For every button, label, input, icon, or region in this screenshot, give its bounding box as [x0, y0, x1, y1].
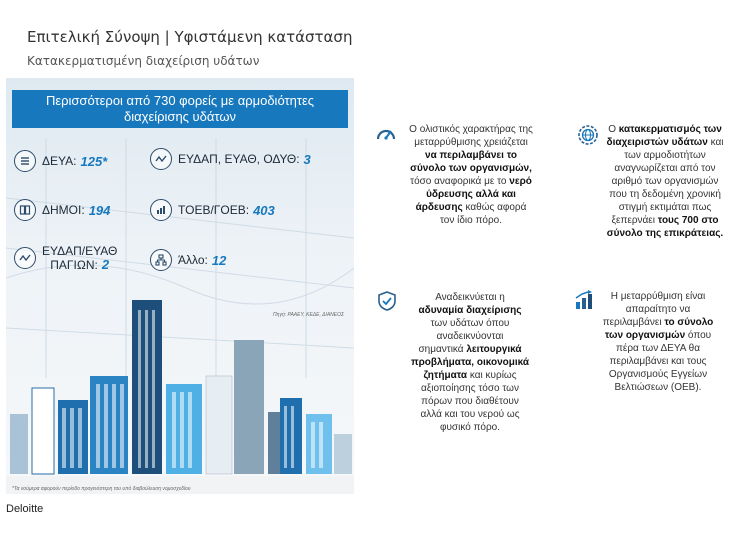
stat-deya	[14, 150, 107, 172]
card-text: και	[707, 137, 724, 148]
stat-label	[42, 244, 117, 272]
stat-dimoi	[14, 199, 110, 221]
card-text: των αρμοδιοτήτων	[624, 150, 706, 161]
card-text: που τη δεδομένη χρονική	[609, 189, 721, 200]
shield-check-icon	[376, 290, 398, 312]
card-text: περιλαμβάνει	[602, 317, 665, 328]
card-text-bold: ζητήματα	[423, 370, 468, 381]
stat-value: 12	[211, 252, 227, 268]
card-text-bold: ύδρευσης αλλά και	[426, 189, 516, 200]
card-text-bold: σύνολο της επικράτειας.	[606, 228, 724, 239]
brand-logo-text: Deloitte	[6, 503, 44, 515]
stat-label-line-1: ΕΥΔΑΠ/ΕΥΑΘ	[42, 244, 118, 258]
card-text: Ο ολιστικός χαρακτήρας της	[409, 124, 533, 135]
stat-value: 403	[253, 202, 275, 218]
card-text: Οργανισμούς Εγγείων	[608, 369, 708, 380]
card-text-bold: προβλήματα, οικονομικά	[410, 357, 530, 368]
card-text: Η μεταρρύθμιση είναι	[610, 291, 706, 302]
card-text: πέρα των ΔΕΥΑ θα	[616, 343, 700, 354]
card-reform-scope	[593, 290, 723, 394]
card-text: τόσο αναφορικά με το	[410, 176, 510, 187]
stat-label: ΤΟΕΒ/ΓΟΕΒ:	[178, 203, 250, 217]
network-icon	[150, 249, 172, 271]
card-text: Ο	[608, 124, 619, 135]
card-text: αριθμό των οργανισμών	[611, 176, 719, 187]
waveform-icon	[150, 148, 172, 170]
banner-line-1: Περισσότεροι από 730 φορείς με αρμοδιότητες	[45, 93, 315, 108]
footnote: *Τα νούμερα αφορούν περίοδο προγενέστερη του υπό διαβούλευση νομοσχεδίου	[12, 486, 191, 492]
card-text: περιλαμβάνει και τους	[609, 356, 707, 367]
stat-value: 3	[303, 151, 311, 167]
book-icon	[14, 199, 36, 221]
stat-value: 125*	[80, 153, 108, 169]
card-text: απαραίτητο να	[625, 304, 691, 315]
card-text: αναγνωρίζεται από τον	[614, 163, 716, 174]
card-text: φυσικό πόρο.	[439, 422, 501, 433]
waveform-icon	[14, 247, 36, 269]
stat-eydap-pagion	[14, 244, 117, 272]
stat-label: ΔΕΥΑ:	[42, 154, 77, 168]
card-text: καθώς αφορά	[462, 202, 527, 213]
card-text-bold: λειτουργικά	[466, 344, 522, 355]
card-holistic-reform	[396, 123, 546, 227]
card-text-bold: το σύνολο	[664, 317, 714, 328]
stat-value: 194	[88, 202, 111, 218]
stat-toeb	[150, 199, 275, 221]
stat-label: ΕΥΔΑΠ, ΕΥΑΘ, ΟΔΥΘ:	[178, 152, 300, 166]
stat-allo	[150, 249, 226, 271]
card-text-bold: τους 700 στο	[657, 215, 719, 226]
card-text: Βελτιώσεων (ΟΕΒ).	[614, 382, 702, 393]
list-icon	[14, 150, 36, 172]
card-text-bold: άρδευσης	[415, 202, 463, 213]
stat-eydap	[150, 148, 311, 170]
card-fragmentation	[597, 123, 733, 240]
globe-gear-icon	[577, 124, 599, 146]
card-text: όπου	[685, 330, 712, 341]
card-text: μεταρρύθμισης χρειάζεται	[414, 137, 528, 148]
card-text: και κυρίως	[467, 370, 517, 381]
stat-label: Άλλο:	[178, 253, 208, 267]
card-text: πόρων που διαθέτουν	[421, 396, 519, 407]
card-text: αλλά και του νερού ως	[420, 409, 520, 420]
page-subtitle: Κατακερματισμένη διαχείριση υδάτων	[27, 54, 260, 68]
stat-label: ΔΗΜΟΙ:	[42, 203, 85, 217]
source-note: Πηγή: ΡΑΑΕΥ, ΚΕΔΕ, ΔΙΑΝΕΟΣ	[273, 312, 344, 318]
stat-value: 2	[101, 257, 110, 272]
background-structure-graphic	[6, 78, 354, 494]
card-text-bold: διαχειριστών υδάτων	[606, 137, 708, 148]
infographic-panel	[6, 78, 354, 494]
card-text: σημαντικά	[418, 344, 467, 355]
banner-line-2: διαχείρισης υδάτων	[123, 109, 237, 124]
card-text: αναδεικνύονται	[436, 331, 504, 342]
card-text-bold: να περιλαμβάνει το	[425, 150, 517, 161]
headline-banner	[12, 90, 348, 128]
card-management-weakness	[398, 291, 542, 434]
bar-chart-icon	[150, 199, 172, 221]
card-text-bold: των οργανισμών	[604, 330, 686, 341]
card-text: στιγμή εκτιμάται πως	[618, 202, 712, 213]
card-text-bold: νερό	[509, 176, 532, 187]
card-text-bold: αδυναμία διαχείρισης	[418, 305, 522, 316]
card-text: ξεπερνάει	[611, 215, 658, 226]
card-text: Αναδεικνύεται η	[435, 292, 505, 303]
card-text: τον ίδιο πόρο.	[440, 215, 502, 226]
card-text: αξιοποίησης τόσο των	[421, 383, 519, 394]
page-title: Επιτελική Σύνοψη | Υφιστάμενη κατάσταση	[27, 28, 353, 46]
card-text-bold: κατακερματισμός των	[618, 124, 722, 135]
card-text: των υδάτων όπου	[430, 318, 510, 329]
card-text-bold: σύνολο των οργανισμών,	[410, 163, 532, 174]
stat-label-line-2: ΠΑΓΙΩΝ:	[50, 258, 98, 272]
gauge-icon	[375, 123, 397, 145]
